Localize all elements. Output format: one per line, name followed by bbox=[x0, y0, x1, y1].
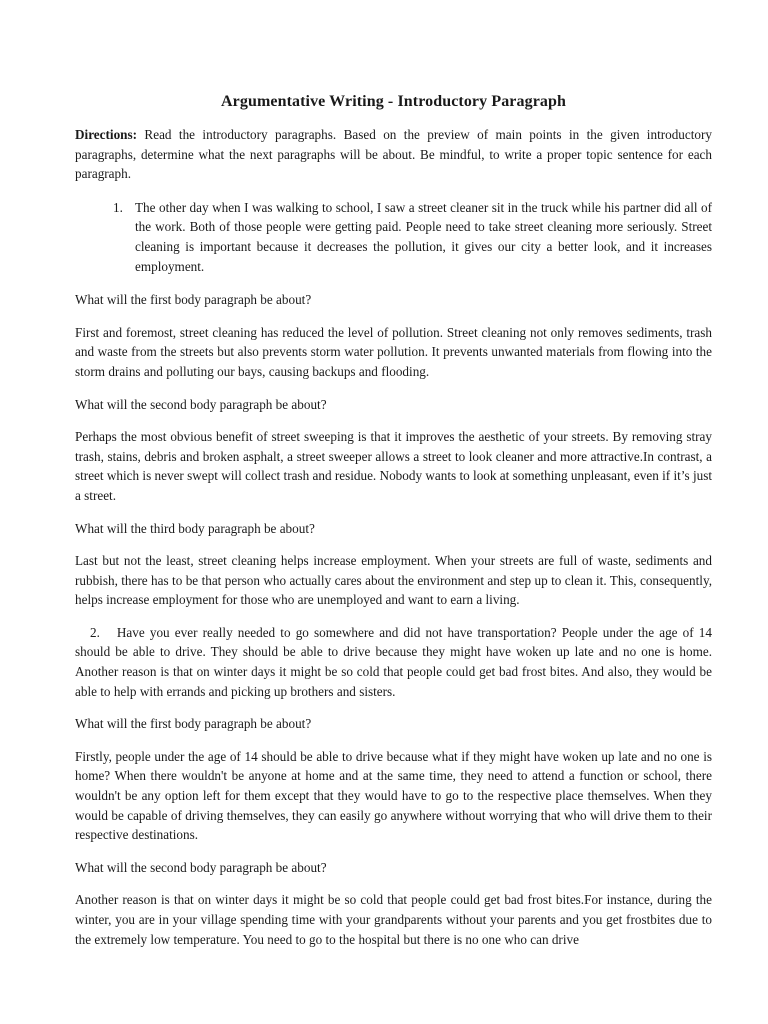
answer-1-2: Perhaps the most obvious benefit of street sweeping is that it improves the aesthetic of your streets. By removing stray trash, stains, debris and broken asphalt, a street sweeper allows a street to look cleaner and more attractive.In contrast, a street which is never swept will collect trash and residue. Nobody wants to look at something unpleasant, even if it’s just a street. bbox=[75, 429, 712, 503]
question-1-2: What will the second body paragraph be about? bbox=[75, 396, 327, 412]
question-2-2: What will the second body paragraph be about? bbox=[75, 859, 327, 875]
directions-label: Directions: bbox=[75, 127, 138, 142]
item-number-2: 2. bbox=[90, 624, 100, 640]
question-1-3: What will the third body paragraph be about? bbox=[75, 520, 315, 536]
intro-paragraph-2-text: Have you ever really needed to go somewhere and did not have transportation? People under the age of 14 should be able to drive. They should be able to drive because they might have woken up late and no one is home. Another reason is that on winter days it might be so cold that people could get bad frost bites. And also, they would be able to help with errands and picking up brothers and sisters. bbox=[75, 624, 712, 699]
question-2-1: What will the first body paragraph be about? bbox=[75, 716, 312, 732]
intro-paragraph-2 bbox=[75, 623, 712, 701]
item-number-1: 1. bbox=[113, 199, 123, 215]
directions-paragraph bbox=[75, 125, 712, 184]
intro-paragraph-1-text: The other day when I was walking to school, I saw a street cleaner sit in the truck while his partner did all of the work. Both of those people were getting paid. People need to take street cleaning more seriously. Street cleaning is important because it decreases the pollution, it gives our city a better look, and it increases employment. bbox=[135, 199, 712, 274]
answer-2-2: Another reason is that on winter days it might be so cold that people could get bad frost bites.For instance, during the winter, you are in your village spending time with your grandparents without your parents and you get frostbites due to the extremely low temperature. You need to go to the hospital but there is no one who can drive bbox=[75, 892, 712, 947]
answer-2-1: Firstly, people under the age of 14 should be able to drive because what if they might have woken up late and no one is home? When there wouldn't be anyone at home and at the same time, they need to attend a function or school, there wouldn't be any option left for them except that they would have to go to the respective place themselves. When they would be capable of driving themselves, they can easily go anywhere without worrying that who will drive them to their respective destinations. bbox=[75, 748, 712, 843]
document-title: Argumentative Writing - Introductory Paragraph bbox=[220, 93, 567, 110]
answer-1-3: Last but not the least, street cleaning helps increase employment. When your streets are full of waste, sediments and rubbish, there has to be that person who actually cares about the environment and step up to clean it. This, consequently, helps increase employment for those who are unemployed and want to earn a living. bbox=[75, 553, 712, 608]
intro-paragraph-1 bbox=[113, 198, 712, 276]
question-1-1: What will the first body paragraph be about? bbox=[75, 292, 312, 308]
answer-1-1: First and foremost, street cleaning has reduced the level of pollution. Street cleaning not only removes sediments, trash and waste from the streets but also prevents storm water pollution. It prevents unwanted materials from flowing into the storm drains and polluting our bays, causing backups and flooding. bbox=[75, 324, 712, 379]
document-body bbox=[75, 93, 712, 962]
directions-text: Read the introductory paragraphs. Based on the preview of main points in the given introductory paragraphs, determine what the next paragraphs will be about. Be mindful, to write a proper topic sentence for each paragraph. bbox=[75, 127, 712, 182]
